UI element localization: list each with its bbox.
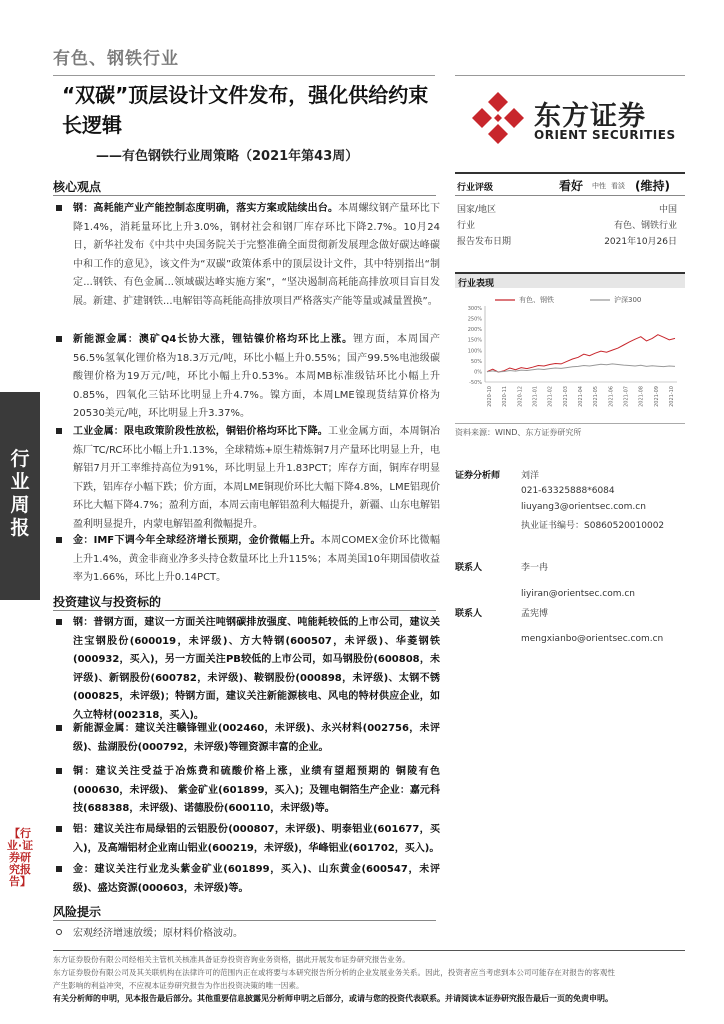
x-tick-label: 2021-03 [562,386,569,407]
invest-item-text: 铜：建议关注受益于冶炼费和硫酸价格上涨，业绩有望超预期的 铜陵有色(000630，未评级)、 紫金矿业(601899，买入)；及锂电铜箔生产企业：嘉元科技(688388，未评级)、诺德股份(600110，未评级)等。 [73,766,440,814]
bullet-icon [56,866,62,872]
risk-heading: 风险提示 [53,905,102,919]
bullet-icon [56,619,62,625]
info-key: 国家/地区 [457,205,497,215]
invest-item-text: 金：建议关注行业龙头紫金矿业(601899，买入)、山东黄金(600547，未评级)、盛达资源(000603，未评级)等。 [73,864,440,894]
info-value: 2021年10月26日 [604,237,677,247]
invest-item-text: 钢：普钢方面，建议一方面关注吨钢碳排放强度、吨能耗较低的上市公司，建议关注宝钢股份(600019，未评级)、方大特钢(600507，未评级)、华菱钢铁(000932，买入)，另一方面关注PB较低的上市公司，如马钢股份(600808，未评级)、新钢股份(600782，未评级)、鞍钢股份(000898，未评级)、太钢不锈(000825，未评级)；特钢方面，建议关注新能源核电、风电的特材供应企业，如久立特材(002318，买入)。 [73,617,440,721]
x-tick-label: 2021-02 [547,386,554,407]
invest-item-gold [56,861,440,898]
analyst-name: 刘洋 [521,471,540,481]
title-rule [53,75,435,76]
industry-label: 有色、钢铁行业 [53,49,179,69]
info-key: 行业 [457,221,476,231]
rating-keep: (维持) [635,179,670,193]
rating-label: 行业评级 [457,183,494,193]
invest-heading: 投资建议与投资标的 [53,595,162,609]
core-item-new-energy [56,331,440,424]
y-tick-label: 200% [467,327,482,334]
y-tick-label: 50% [470,358,482,365]
core-item-head: 金：IMF下调今年全球经济增长预期，金价微幅上升。 [73,535,321,546]
contact-email[interactable]: mengxianbo@orientsec.com.cn [521,634,664,644]
risk-text: 宏观经济增速放缓；原材料价格波动。 [73,928,243,939]
core-item-body: 本周COMEX金价环比微幅上升1.4%，黄金非商业净多头持仓数量环比上升115%；本周美国10年期国债收益率为1.66%，环比上升0.14PCT。 [73,535,440,583]
invest-heading-rule [53,610,436,611]
legend-label: 沪深300 [614,296,642,304]
invest-item-copper [56,763,440,819]
rating-option-negative: 看淡 [611,182,625,190]
report-subtitle: ——有色钢铁行业周策略（2021年第43周） [96,149,359,164]
rating-option-neutral: 中性 [592,182,606,190]
analyst-role: 证券分析师 [455,471,501,481]
bullet-icon [56,336,62,342]
footer-disclaimer: 有关分析师的申明，见本报告最后部分。其他重要信息披露见分析师申明之后部分，或请与您的投资代表联系。并请阅读本证券研究报告最后一页的免责申明。 [53,994,613,1003]
analyst-cert: 执业证书编号：S0860520010002 [521,521,665,531]
x-tick-label: 2021-06 [608,386,615,407]
footer-line-2: 东方证券股份有限公司及其关联机构在法律许可的范围内正在或将要与本研究报告所分析的企业发展业务关系。因此，投资者应当考虑到本公司可能存在对报告的客观性 [53,968,615,977]
invest-item-steel [56,614,440,725]
title-rule-right [455,75,685,76]
risk-heading-rule [53,920,436,921]
x-tick-label: 2021-04 [578,386,584,407]
core-item-gold [56,532,440,588]
x-tick-label: 2021-01 [532,386,539,407]
core-item-body: 锂方面，本周国产56.5%氢氧化锂价格为18.3万元/吨，环比小幅上升0.55%；国产99.5%电池级碳酸锂价格为19万元/吨，环比小幅上升0.53%。本周MB标准级钴环比小幅上升0.85%，四氧化三钴环比明显上升4.7%。镍方面，本周LME镍现货结算价格为20530美元/吨，环比明显上升3.37%。 [73,334,440,419]
contact-role: 联系人 [455,609,483,619]
core-item-steel [56,200,440,311]
logo-name-en: ORIENT SECURITIES [534,128,676,142]
x-tick-label: 2021-08 [638,386,645,407]
report-title: “双碳”顶层设计文件发布，强化供给约束长逻辑 [62,83,429,137]
analyst-phone: 021-63325888*6084 [521,486,615,496]
logo-name-cn: 东方证券 [534,101,646,132]
core-item-industrial [56,423,440,534]
core-heading: 核心观点 [53,180,102,194]
bullet-icon [56,826,62,832]
source-rule [455,423,685,424]
orient-logo-icon [470,90,526,146]
footer-rule [53,950,685,951]
rating-row [455,172,685,196]
contact-name: 孟宪博 [521,609,549,619]
x-tick-label: 2020-12 [517,386,524,407]
footer-line-3: 产生影响的利益冲突，不应视本证券研究报告为作出投资决策的唯一因素。 [53,981,304,990]
y-tick-label: 100% [467,348,482,355]
invest-item-text: 新能源金属：建议关注赣锋锂业(002460，未评级)、永兴材料(002756，未评级)、盐湖股份(000792，未评级)等锂资源丰富的企业。 [73,723,440,753]
info-value: 中国 [658,205,677,215]
y-tick-label: -50% [469,380,482,386]
chart-title: 行业表现 [455,272,685,288]
bullet-icon [56,428,62,434]
rating-value: 看好 [559,179,584,193]
y-tick-label: 150% [467,337,482,344]
core-heading-rule [53,195,436,196]
invest-item-text: 铝：建议关注布局绿铝的云铝股份(000807，未评级)、明泰铝业(601677，买入)，及高端铝材企业南山铝业(600219，未评级)，华峰铝业(601702，买入)。 [73,824,440,854]
company-logo [470,90,685,150]
invest-item-aluminum [56,821,440,858]
invest-item-new-energy [56,720,440,757]
report-category-tag: 【行业·证券研究报告】 [6,827,34,888]
bullet-icon [56,725,62,731]
report-type-label: 行业周报 [10,448,30,539]
y-tick-label: 300% [467,306,482,312]
y-tick-label: 0% [474,369,482,376]
core-item-head: 新能源金属：澳矿Q4长协大涨，锂钴镍价格均环比上涨。 [73,334,354,345]
contact-role: 联系人 [455,563,483,573]
industry-performance-chart [455,292,685,422]
x-tick-label: 2020-11 [502,386,509,407]
bullet-icon [56,205,62,211]
chart-source: 资料来源：WIND、东方证券研究所 [455,428,582,437]
core-item-body: 工业金属方面，本周铜冶炼厂TC/RC环比小幅上升1.13%，全球精炼+原生精炼铜7月产量环比明显上升，电解铝7月开工率维持高位为91%，环比明显上升1.83PCT；库存方面，铜库存明显下跌，铝库存小幅下跌；价方面，本周LME铜现价环比大幅下降4.8%，LME铝现价环比大幅下降4.7%；盈利方面，本周云南电解铝盈利大幅提升，新疆、山东电解铝盈利明显提升，内蒙电解铝盈利微幅提升。 [73,426,440,530]
footer-line-1: 东方证券股份有限公司经相关主管机关核准具备证券投资咨询业务资格，据此开展发布证券研究报告业务。 [53,955,410,964]
x-tick-label: 2021-09 [653,386,660,407]
x-tick-label: 2020-10 [487,386,493,407]
x-tick-label: 2021-10 [669,386,675,407]
analyst-email[interactable]: liuyang3@orientsec.com.cn [521,502,646,512]
contact-name: 李一冉 [521,563,549,573]
y-tick-label: 250% [467,316,482,323]
core-item-head: 钢：高耗能产业产能控制态度明确，落实方案或陆续出台。 [73,203,339,214]
legend-label: 有色、钢铁 [519,296,554,304]
series-line-1 [487,364,675,372]
x-tick-label: 2021-07 [623,386,630,407]
bullet-icon [56,768,62,774]
info-key: 报告发布日期 [457,237,512,247]
info-value: 有色、钢铁行业 [613,221,677,231]
x-tick-label: 2021-05 [593,386,600,407]
circle-bullet-icon [56,929,62,935]
contact-email[interactable]: liyiran@orientsec.com.cn [521,589,635,599]
bullet-icon [56,537,62,543]
core-item-head: 工业金属：限电政策阶段性放松，铜铝价格均环比下降。 [73,426,328,437]
core-item-body: 本周螺纹钢产量环比下降1.4%，消耗量环比上升3.0%，钢材社会和钢厂库存环比下降2.7%。10月24日，新华社发布《中共中央国务院关于完整准确全面贯彻新发展理念做好碳达峰碳中和工作的意见》，该文件为“双碳”政策体系中的顶层设计文件，其中特别指出“制定...钢铁、有色金属...领域碳达峰实施方案”，“坚决遏制高耗能高排放项目盲目发展。新建、扩建钢铁...电解铝等高耗能高排放项目严格落实产能等量或减量置换”。 [73,203,441,307]
